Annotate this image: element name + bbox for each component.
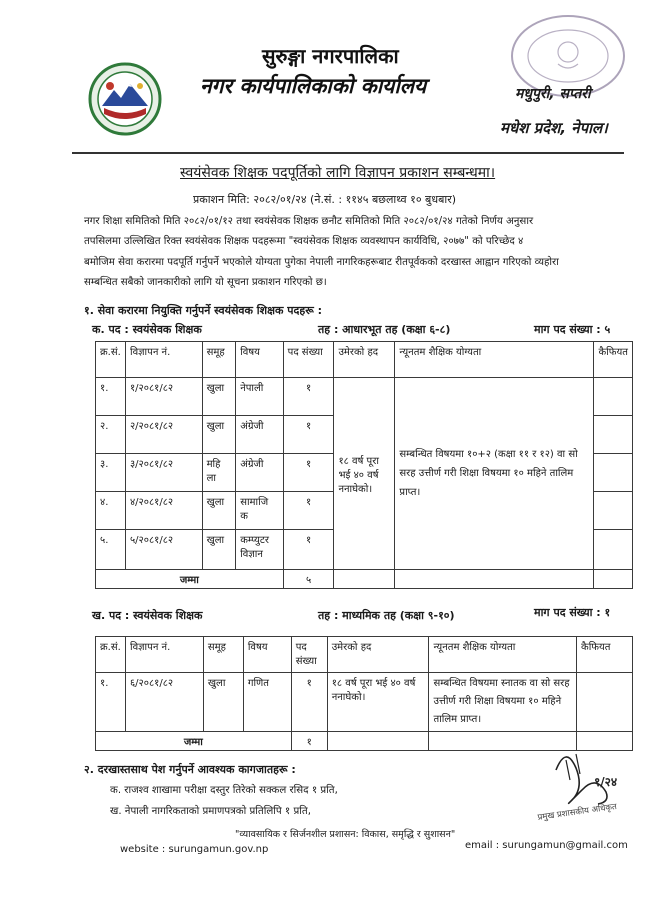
vacancy-table-secondary: [95, 636, 633, 751]
svg-text:प्रमुख प्रशासकीय अधिकृत: प्रमुख प्रशासकीय अधिकृत: [537, 801, 618, 823]
table2-level: तह : माध्यमिक तह (कक्षा ९-१०): [318, 609, 455, 622]
cell-sn: ५.: [96, 530, 126, 570]
office-name: नगर कार्यपालिकाको कार्यालय: [200, 74, 427, 98]
cell-count: १: [291, 673, 327, 732]
cell-adno: ५/२०८१/८२: [125, 530, 202, 570]
body-line: तपसिलमा उल्लिखित रिक्त स्वयंसेवक शिक्षक पदहरूमा "स्वयंसेवक शिक्षक व्यवस्थापन कार्यविधि, २०७७" को परिच्छेद ४: [84, 236, 524, 248]
cell-subject: सामाजि क: [236, 492, 283, 530]
col-header: न्यूनतम शैक्षिक योग्यता: [429, 637, 577, 673]
table-header-row: [96, 637, 633, 673]
col-header: क्र.सं.: [96, 637, 126, 673]
cell-subject: अंग्रेजी: [236, 454, 283, 492]
cell-qualification: सम्बन्धित विषयमा स्नातक वा सो सरह उत्तीर्ण गरी शिक्षा विषयमा १० महिने तालिम प्राप्त।: [429, 673, 577, 732]
cell-remarks: [594, 378, 633, 416]
table-row: [96, 673, 633, 732]
section-1-title: १. सेवा करारमा नियुक्ति गर्नुपर्ने स्वयंसेवक शिक्षक पदहरू :: [84, 304, 322, 317]
total-count: ५: [283, 570, 334, 589]
empty-cell: [327, 732, 429, 751]
cell-group: महि ला: [202, 454, 236, 492]
footer-website: website : surungamun.gov.np: [120, 844, 269, 855]
col-header: पद संख्या: [283, 342, 334, 378]
cell-count: १: [283, 378, 334, 416]
empty-cell: [594, 570, 633, 589]
section-2-title: २. दरखास्तसाथ पेश गर्नुपर्ने आवश्यक कागजातहरू :: [84, 763, 296, 776]
cell-count: १: [283, 416, 334, 454]
header-divider: [72, 152, 624, 154]
cell-sn: १.: [96, 378, 126, 416]
col-header: न्यूनतम शैक्षिक योग्यता: [395, 342, 594, 378]
cell-remarks: [594, 416, 633, 454]
cell-subject: गणित: [243, 673, 291, 732]
table2-demand: माग पद संख्या : १: [534, 606, 611, 619]
address-line-1: मधुपुरी, सप्तरी: [515, 86, 591, 102]
total-label: जम्मा: [96, 732, 292, 751]
notice-subject: स्वयंसेवक शिक्षक पदपूर्तिको लागि विज्ञापन प्रकाशन सम्बन्धमा।: [180, 165, 496, 181]
table1-demand: माग पद संख्या : ५: [534, 323, 611, 336]
col-header: समूह: [203, 637, 243, 673]
cell-subject: कम्प्युटर विज्ञान: [236, 530, 283, 570]
officer-signature: [536, 740, 636, 828]
empty-cell: [395, 570, 594, 589]
cell-sn: ३.: [96, 454, 126, 492]
cell-adno: १/२०८१/८२: [125, 378, 202, 416]
table-header-row: [96, 342, 633, 378]
cell-remarks: [594, 530, 633, 570]
footer-slogan: "व्यावसायिक र सिर्जनशील प्रशासन: विकास, समृद्धि र सुशासन": [235, 829, 456, 840]
cell-count: १: [283, 492, 334, 530]
address-line-2: मधेश प्रदेश, नेपाल।: [500, 119, 608, 137]
publication-date: प्रकाशन मिति: २०८२/०१/२४ (ने.सं. : ११४५ बछलाथ्व १० बुधबार): [193, 193, 457, 206]
cell-group: खुला: [202, 378, 236, 416]
svg-text:१/२४: १/२४: [594, 775, 618, 789]
cell-adno: ४/२०८१/८२: [125, 492, 202, 530]
col-header: कैफियत: [577, 637, 633, 673]
col-header: विषय: [243, 637, 291, 673]
vacancy-table-basic: [95, 341, 633, 589]
col-header: विषय: [236, 342, 283, 378]
col-header: कैफियत: [594, 342, 633, 378]
cell-sn: २.: [96, 416, 126, 454]
cell-remarks: [594, 454, 633, 492]
cell-group: खुला: [202, 416, 236, 454]
cell-qualification: सम्बन्धित विषयमा १०+२ (कक्षा ११ र १२) वा सो सरह उत्तीर्ण गरी शिक्षा विषयमा १० महिने तालिम प्राप्त।: [395, 378, 594, 570]
body-line: नगर शिक्षा समितिको मिति २०८२/०१/१२ तथा स्वयंसेवक शिक्षक छनौट समितिको मिति २०८२/०१/२४ गतेको निर्णय अनुसार: [84, 216, 534, 227]
cell-group: खुला: [202, 492, 236, 530]
cell-age-limit: १८ वर्ष पूरा भई ४० वर्ष ननाघेको।: [334, 378, 395, 570]
cell-adno: २/२०८१/८२: [125, 416, 202, 454]
col-header: विज्ञापन नं.: [125, 342, 202, 378]
total-count: १: [291, 732, 327, 751]
col-header: क्र.सं.: [96, 342, 126, 378]
table1-post: क. पद : स्वयंसेवक शिक्षक: [92, 323, 202, 336]
col-header: उमेरको हद: [327, 637, 429, 673]
cell-adno: ३/२०८१/८२: [125, 454, 202, 492]
cell-subject: अंग्रेजी: [236, 416, 283, 454]
cell-sn: ४.: [96, 492, 126, 530]
footer-email: email : surungamun@gmail.com: [465, 840, 628, 851]
document-item: ख. नेपाली नागरिकताको प्रमाणपत्रको प्रतिलिपि १ प्रति,: [110, 806, 311, 817]
notice-body: [84, 212, 632, 293]
cell-remarks: [577, 673, 633, 732]
col-header: पद संख्या: [291, 637, 327, 673]
cell-adno: ६/२०८१/८२: [125, 673, 203, 732]
table1-level: तह : आधारभूत तह (कक्षा ६-८): [318, 323, 451, 336]
empty-cell: [334, 570, 395, 589]
body-line: सम्बन्धित सबैको जानकारीको लागि यो सूचना प्रकाशन गरिएको छ।: [84, 276, 327, 288]
col-header: समूह: [202, 342, 236, 378]
col-header: उमेरको हद: [334, 342, 395, 378]
cell-group: खुला: [203, 673, 243, 732]
col-header: विज्ञापन नं.: [125, 637, 203, 673]
table-row: [96, 378, 633, 416]
cell-group: खुला: [202, 530, 236, 570]
cell-age-limit: १८ वर्ष पूरा भई ४० वर्ष ननाघेको।: [327, 673, 429, 732]
municipality-name: सुरुङ्गा नगरपालिका: [262, 44, 399, 68]
document-item: क. राजश्व शाखामा परीक्षा दस्तुर तिरेको सक्कल रसिद १ प्रति,: [110, 785, 338, 796]
table2-post: ख. पद : स्वयंसेवक शिक्षक: [92, 609, 203, 622]
municipality-emblem: [88, 62, 162, 136]
cell-count: १: [283, 454, 334, 492]
table-total-row: [96, 570, 633, 589]
cell-remarks: [594, 492, 633, 530]
cell-subject: नेपाली: [236, 378, 283, 416]
cell-sn: १.: [96, 673, 126, 732]
total-label: जम्मा: [96, 570, 284, 589]
body-line: बमोजिम सेवा करारमा पदपूर्ति गर्नुपर्ने भएकोले योग्यता पुगेका नेपाली नागरिकहरूबाट रीतपूर्वकको दरखास्त आह्वान गरिएको व्यहोरा: [84, 256, 559, 268]
cell-count: १: [283, 530, 334, 570]
